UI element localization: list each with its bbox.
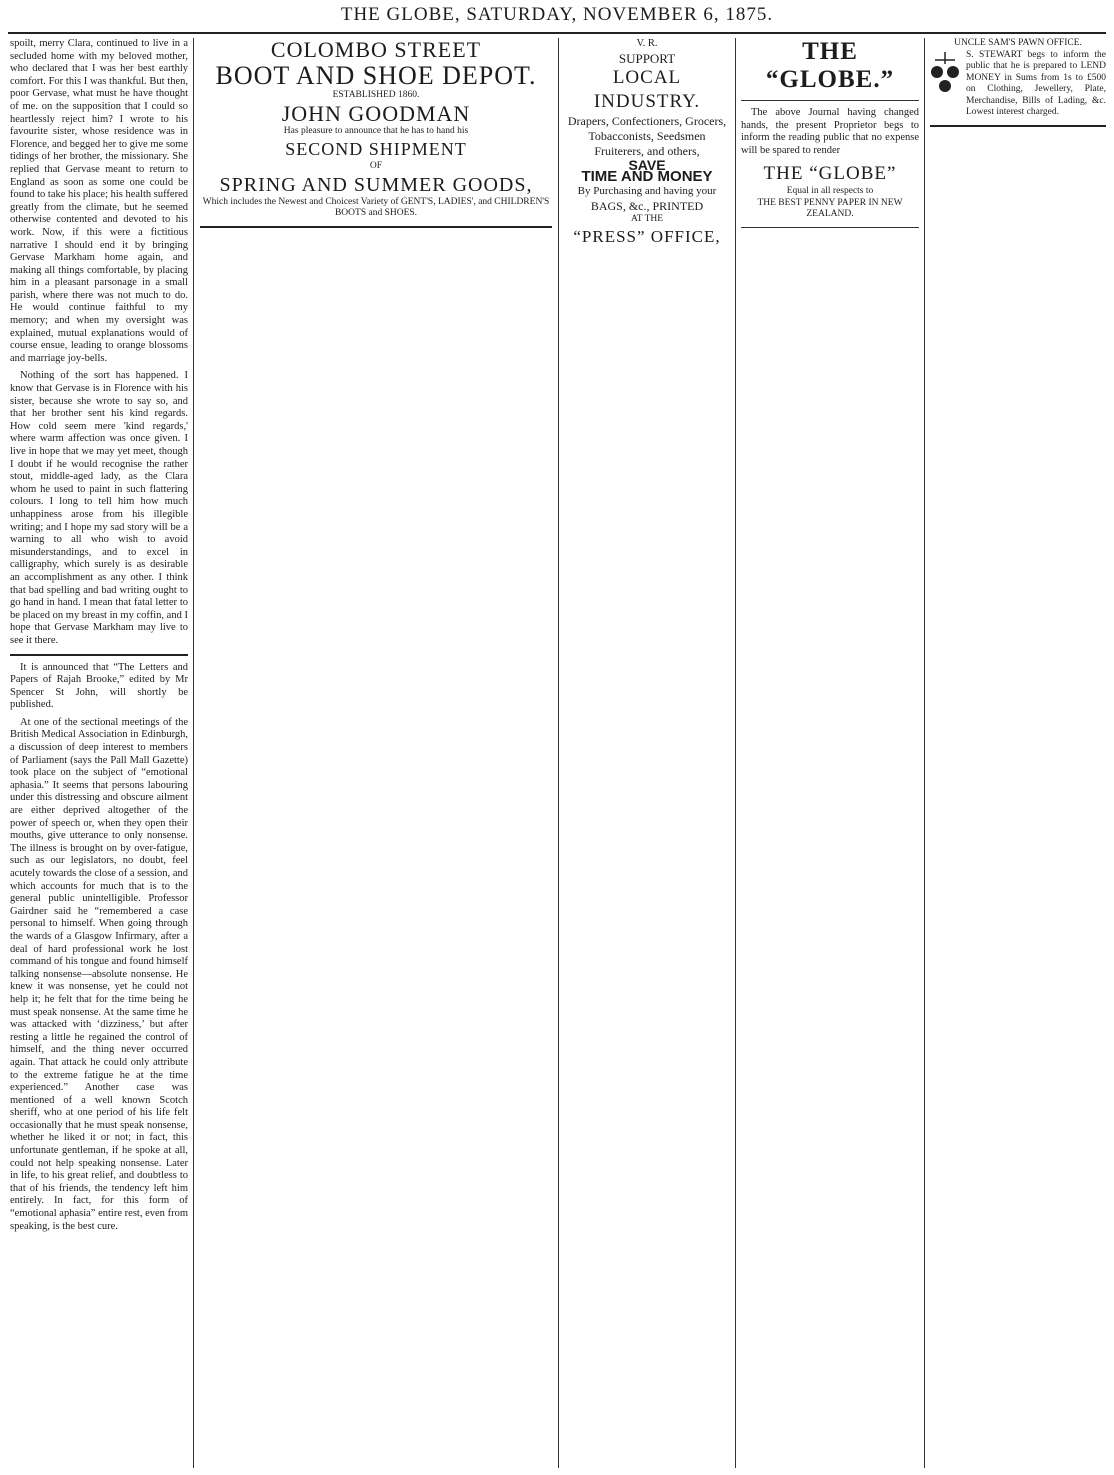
- divider: [741, 100, 919, 101]
- story-paragraph: spoilt, merry Clara, continued to live in a secluded home with my beloved mother, who declared that I was her best earthly comfort. For this I was thankful. But then, poor Gervase, what must he have thought of me. on the supposition that I could so heartlessly reject him? I wrote to his favourite sister, whose residence was in Florence, and begged her to give me some tidings of her brother, the missionary. She replied that Gervase meant to return to England as soon as some one could be found to take his place; his health suffered greatly from the climate, but he seemed otherwise contented and devoted to his work. Now, if this were a fictitious narrative I should end it by bringing Gervase Markham home again, and making all things comfortable, by placing him in a pleasant parsonage in a small parish, where there was not much to do. He would continue faithful to my memory; and when my oversight was explained, mutual explanations would of course ensue, leading to orange blossoms and marriage joy-bells.: [10, 38, 188, 364]
- ad-text: OF: [369, 161, 383, 171]
- ad-text: The above Journal having changed hands, the present Proprietor begs to inform the reading public that no expense will be spared to render: [741, 107, 919, 156]
- news-paragraph: At one of the sectional meetings of the British Medical Association in Edinburgh, a discussion of deep interest to members of Parliament (says the Pall Mall Gazette) took place on the subject of “emotional aphasia.” It seems that persons labouring under this distressing and obscure ailment are either deprived altogether of the power of speech or, when they open their mouths, give utterance to only nonsense. The illness is brought on by over-fatigue, such as our legislators, no doubt, feel acutely towards the close of a session, and which accounts for much that is to the general public unintelligible. Professor Gairdner said he “remembered a case personal to himself. When going through the wards of a Glasgow Infirmary, after a deal of hard professional work he lost command of his tongue and found himself talking nonsense—absolute nonsense. He knew it was nonsense, yet he could not help it; he felt that for the time being he must speak nonsense. At the same time he was attacked with ‘dizziness,’ but after resting a little he regained the control of himself, and the thing never occurred again. That attack he could only attribute to the extreme fatigue he at the time experienced.” Another case was mentioned of a well known Scotch sheriff, who at one period of his life felt occasionally that he must speak nonsense, whether he liked it or not; in fact, this unfortunate gentleman, if he spoke at all, could not help speaking nonsense. Later in life, to his great relief, and doubtless to that of his friends, the tendency left him entirely. In fact, for this form of “emotional aphasia” entire rest, even from speaking, is the best cure.: [10, 716, 188, 1232]
- divider: [930, 125, 1106, 127]
- ad-subheading: SUPPORT: [618, 50, 676, 66]
- column-divider: [924, 38, 925, 1468]
- ad-text: Equal in all respects to: [786, 186, 874, 197]
- ad-text: S. STEWART begs to inform the public that he is prepared to LEND MONEY in Sums from 1s to £500 on Clothing, Jewellery, Plate, Merchandise, Bills of Lading, &c. Lowest interest charged.: [966, 49, 1106, 117]
- pawn-ad: [930, 50, 1106, 119]
- ad-text: Drapers, Confectioners, Grocers, Tobacconists, Seedsmen Fruiterers, and others,: [567, 113, 727, 158]
- ad-heading: UNCLE SAM'S PAWN OFFICE.: [954, 38, 1082, 48]
- ad-heading: COLOMBO STREET: [270, 38, 482, 62]
- ad-heading: “PRESS” OFFICE,: [573, 227, 721, 247]
- ad-text: Has pleasure to announce that he has to hand his: [283, 125, 469, 136]
- divider: [741, 227, 919, 228]
- ad-text: Which includes the Newest and Choicest Variety of GENT'S, LADIES', and CHILDREN'S BOOTS and SHOES.: [202, 196, 550, 218]
- divider: [10, 654, 188, 656]
- ad-heading: SECOND SHIPMENT: [285, 139, 467, 159]
- pawnbroker-balls-icon: [930, 50, 960, 94]
- ad-heading: SAVE: [628, 156, 666, 173]
- column-5: [930, 38, 1106, 1468]
- column-2: [200, 38, 552, 1468]
- masthead: THE GLOBE, SATURDAY, NOVEMBER 6, 1875.: [340, 4, 774, 25]
- ad-heading: THE “GLOBE”: [763, 163, 897, 185]
- ad-heading: BOOT AND SHOE DEPOT.: [215, 61, 537, 90]
- ad-heading: LOCAL INDUSTRY.: [593, 66, 701, 112]
- ad-text: By Purchasing and having your: [577, 184, 717, 197]
- column-divider: [193, 38, 194, 1468]
- masthead-rule: [8, 32, 1106, 34]
- ad-heading: THE “GLOBE.”: [765, 38, 895, 93]
- column-4: [741, 38, 919, 1468]
- ad-text: AT THE: [630, 213, 664, 224]
- ad-heading: JOHN GOODMAN: [281, 100, 471, 126]
- column-divider: [735, 38, 736, 1468]
- divider: [200, 226, 552, 228]
- news-paragraph: It is announced that “The Letters and Papers of Rajah Brooke,” edited by Mr Spencer St John, will shortly be published.: [10, 661, 188, 711]
- ad-subheading: ESTABLISHED 1860.: [332, 90, 420, 100]
- ad-heading: TIME AND MONEY: [581, 168, 713, 186]
- ad-vr: V. R.: [636, 38, 658, 49]
- column-divider: [558, 38, 559, 1468]
- ad-text: BAGS, &c., PRINTED: [590, 198, 704, 213]
- story-paragraph: Nothing of the sort has happened. I know that Gervase is in Florence with his sister, because she wrote to say so, and that her brother sent his kind regards. How cold seem mere 'kind regards,' where warm affection was once given. I live in hope that we may yet meet, though I doubt if he would recognise the rather stout, middle-aged lady, as the Clara whom he used to paint in such flattering colours. I long to tell him how much unhappiness arose from his illegible writing; and I hope my sad story will be a warning to all who wish to avoid misunderstandings, and to excel in calligraphy, which surely is as desirable an accomplishment as any other. I think that bad spelling and bad writing ought to go hand in hand. I mean that fatal letter to be placed on my breast in my coffin, and I hope that Gervase Markham may live to see it there.: [10, 370, 188, 646]
- ad-heading: SPRING AND SUMMER GOODS,: [219, 173, 533, 196]
- ad-text: THE BEST PENNY PAPER IN NEW ZEALAND.: [757, 197, 903, 220]
- column-3: [564, 38, 730, 1468]
- column-1: [10, 38, 188, 1468]
